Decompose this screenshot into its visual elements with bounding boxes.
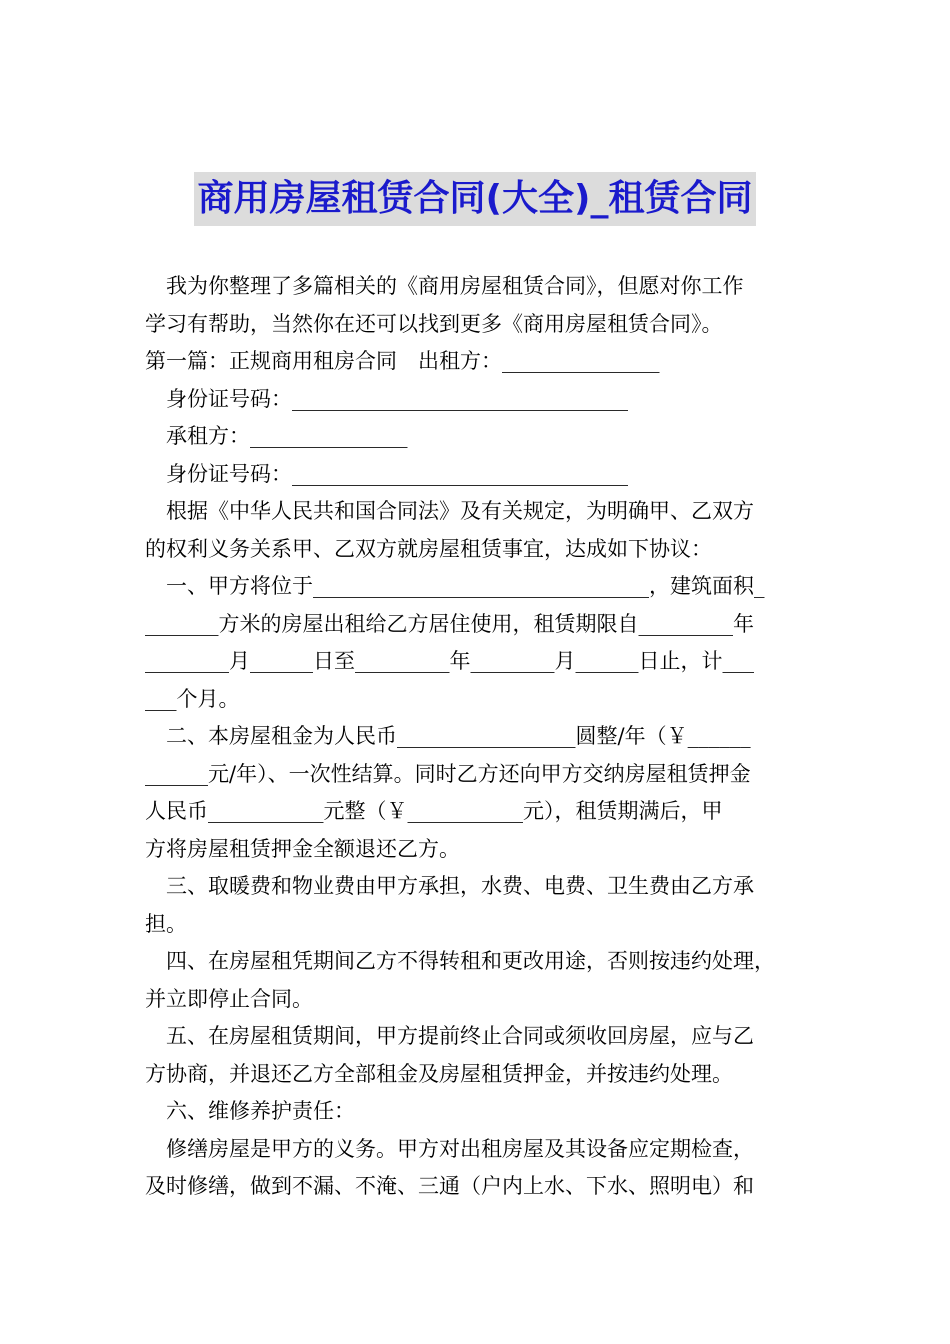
text-line: ______元/年）、一次性结算。同时乙方还向甲方交纳房屋租赁押金 <box>145 761 751 786</box>
text-line: 二、本房屋租金为人民币_________________圆整/年（￥______ <box>166 724 751 748</box>
text-line: 并立即停止合同。 <box>145 986 313 1011</box>
text-line: 四、在房屋租凭期间乙方不得转租和更改用途，否则按违约处理， <box>166 949 775 973</box>
text-line: 根据《中华人民共和国合同法》及有关规定，为明确甲、乙双方 <box>166 499 754 523</box>
text-line: 第一篇：正规商用租房合同 出租方：_______________ <box>145 349 660 373</box>
text-line: 五、在房屋租赁期间，甲方提前终止合同或须收回房屋，应与乙 <box>166 1024 754 1048</box>
text-line: 六、维修养护责任： <box>166 1099 355 1123</box>
text-line: 担。 <box>145 911 187 936</box>
text-line: 人民币___________元整（￥___________元），租赁期满后，甲 <box>145 799 723 823</box>
text-line: 方将房屋租赁押金全额退还乙方。 <box>145 836 460 861</box>
text-line: 学习有帮助，当然你在还可以找到更多《商用房屋租赁合同》。 <box>145 311 723 336</box>
text-line: 及时修缮，做到不漏、不淹、三通（户内上水、下水、照明电）和 <box>145 1174 754 1198</box>
text-line: ________月______日至_________年________月______日止，计___ <box>145 649 754 673</box>
text-line: 的权利义务关系甲、乙双方就房屋租赁事宜，达成如下协议： <box>145 536 712 561</box>
text-line: ___个月。 <box>145 686 240 711</box>
document-title: 商用房屋租赁合同(大全)_租赁合同 <box>194 172 757 226</box>
text-line: 修缮房屋是甲方的义务。甲方对出租房屋及其设备应定期检查， <box>166 1136 754 1161</box>
text-line: 身份证号码：________________________________ <box>166 386 628 411</box>
text-line: 承租方：_______________ <box>166 424 408 448</box>
text-line: 三、取暖费和物业费由甲方承担，水费、电费、卫生费由乙方承 <box>166 874 754 898</box>
text-line: 我为你整理了多篇相关的《商用房屋租赁合同》，但愿对你工作 <box>166 274 744 298</box>
title-container <box>0 172 950 226</box>
document-body <box>145 268 815 1206</box>
text-line: 一、甲方将位于________________________________，建筑面积_ <box>166 574 765 598</box>
text-line: 方协商，并退还乙方全部租金及房屋租赁押金，并按违约处理。 <box>145 1061 733 1086</box>
text-line: _______方米的房屋出租给乙方居住使用，租赁期限自_________年 <box>145 611 754 636</box>
text-line: 身份证号码：________________________________ <box>166 461 628 486</box>
